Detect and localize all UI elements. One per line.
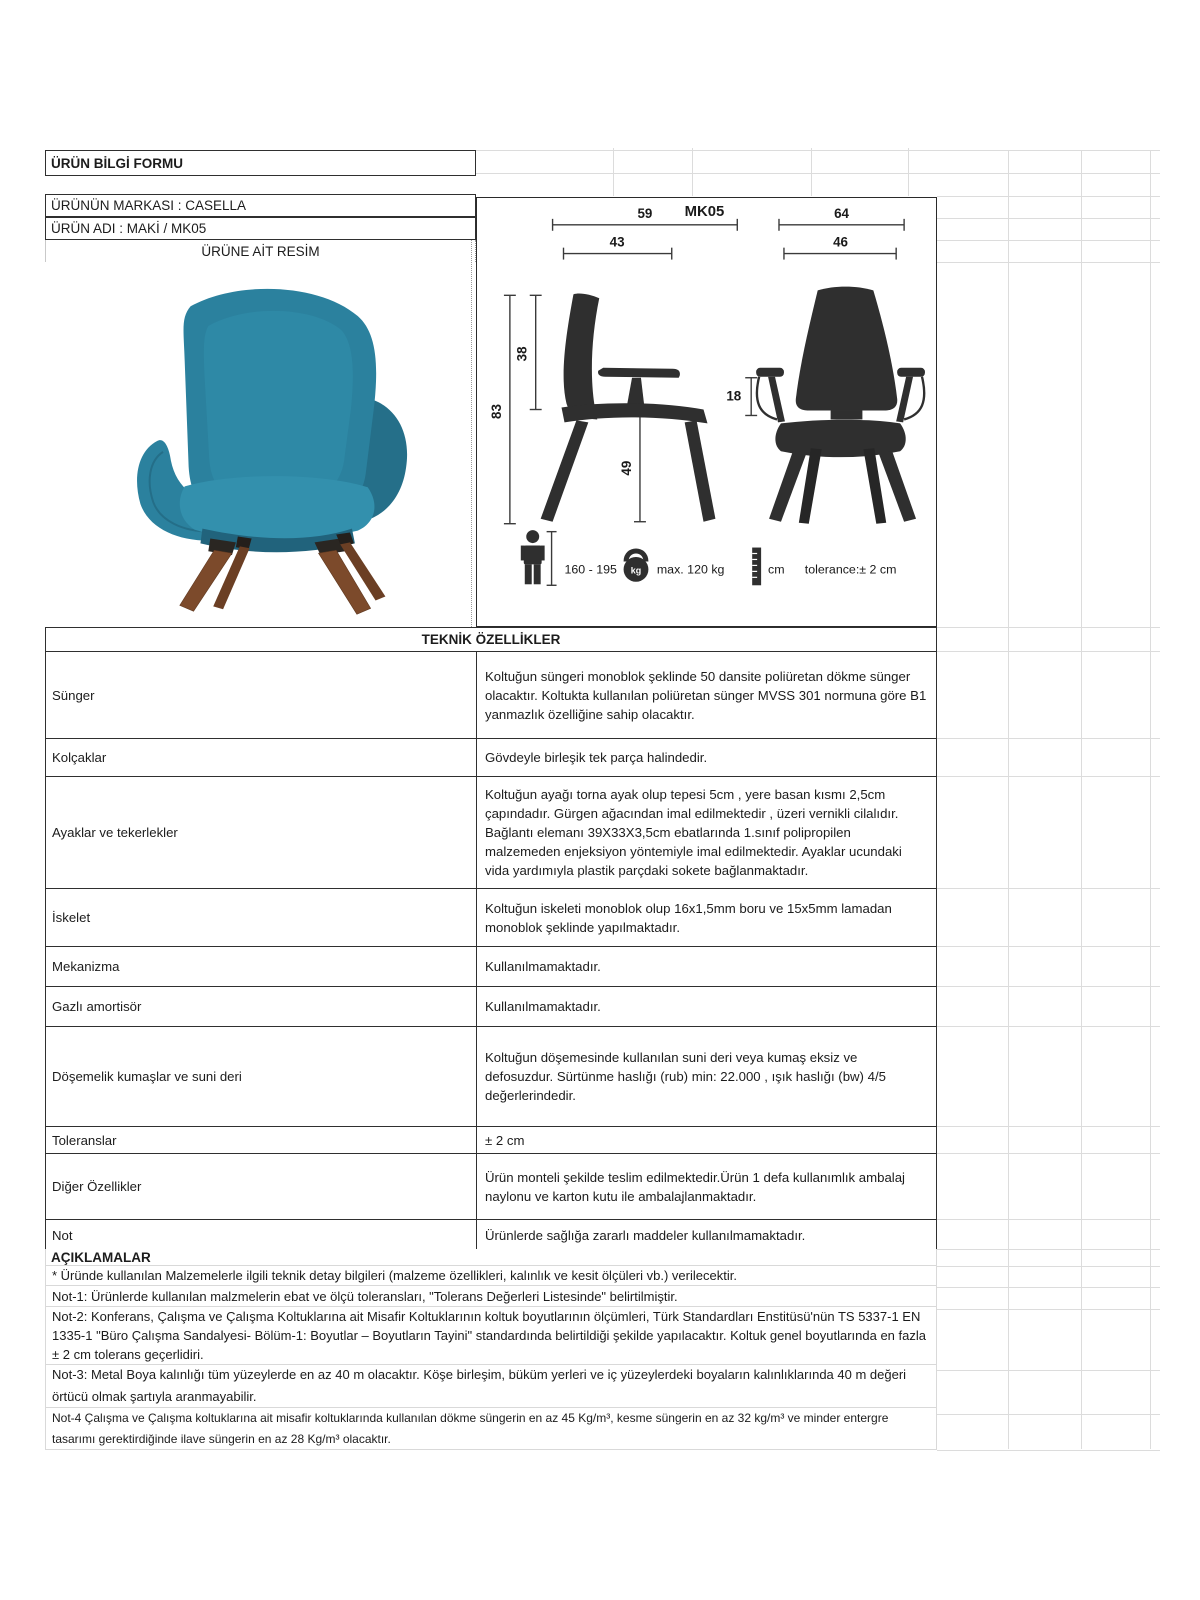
spec-value: Ürünlerde sağlığa zararlı maddeler kullanılmamaktadır.: [485, 1227, 806, 1243]
gridline-h: [937, 173, 1160, 174]
gridline-v: [1081, 150, 1082, 1449]
notes-section: [45, 1249, 937, 1450]
gridline-h: [937, 946, 1160, 947]
spec-value: Koltuğun süngeri monoblok şeklinde 50 dansite poliüretan dökme sünger olacaktır. Koltukta kullanılan poliüretan sünger MVSS 301 normuna göre B1 yanmazlık özelliğine sahip olacaktır.: [485, 668, 927, 722]
spec-row: [46, 652, 936, 739]
spec-row: [46, 947, 936, 987]
gridline-h: [476, 173, 937, 174]
gridline-v: [811, 148, 812, 196]
gridline-h: [937, 986, 1160, 987]
spec-label: Kolçaklar: [46, 739, 477, 776]
form-title-text: ÜRÜN BİLGİ FORMU: [51, 155, 183, 171]
notes-body: [46, 1266, 936, 1450]
note-item: Not-4 Çalışma ve Çalışma koltuklarına ait misafir koltuklarında kullanılan dökme süngerin en az 45 Kg/m³, kesme süngerin en az 32 kg/m³ ve minder entergre tasarımı gerektirdiğinde ilave süngerin en az 28 Kg/m³ olacaktır.: [46, 1408, 936, 1450]
spec-value: Koltuğun döşemesinde kullanılan suni deri veya kumaş eksiz ve defosuzdur. Sürtünme haslığı (rub) min: 22.000 , ışık haslığı (bw) 4/5 değerlerindedir.: [485, 1050, 886, 1103]
spec-row: [46, 1220, 936, 1250]
note-item: Not-1: Ürünlerde kullanılan malzmelerin ebat ve ölçü toleransları, "Tolerans Değerleri Listesinde" belirtilmiştir.: [46, 1286, 936, 1307]
spec-value: Koltuğun iskeleti monoblok olup 16x1,5mm boru ve 15x5mm lamadan monoblok şeklinde yapılmaktadır.: [485, 900, 892, 935]
spec-row: [46, 889, 936, 947]
chair-photo-illustration: [45, 262, 471, 627]
dotted-divider: [471, 240, 472, 627]
specs-table: [45, 627, 937, 1251]
specs-table-header: [46, 628, 936, 652]
gridline-h: [937, 888, 1160, 889]
spec-value: Gövdeyle birleşik tek parça halindedir.: [485, 750, 708, 765]
spec-value: Koltuğun ayağı torna ayak olup tepesi 5cm , yere basan kısmı 2,5cm çapındadır. Gürgen ağacından imal edilmektedir , üzeri vernikli cilalıdır. Bağlantı elemanı 39X33X3,5cm ebatlarında 1.sınıf polipropilen malzemeden enjeksiyon yöntemiyle imal edilmektedir. Ayaklar ucundaki vida yardımıyla plastik parçdaki sokete bağlanmaktadır.: [485, 787, 902, 878]
product-name-cell: [45, 217, 476, 240]
technical-drawing-panel: [476, 197, 937, 627]
specs-header-text: TEKNİK ÖZELLİKLER: [421, 632, 561, 647]
spec-label: Diğer Özellikler: [46, 1154, 477, 1219]
spec-label: Ayaklar ve tekerlekler: [46, 777, 477, 888]
technical-drawing: [477, 198, 935, 625]
dim-overall-height: 83: [488, 404, 504, 419]
gridline-h: [937, 1450, 1160, 1451]
form-title: [45, 150, 476, 176]
spec-value: ± 2 cm: [485, 1132, 525, 1148]
dim-seat-height: 49: [619, 460, 635, 476]
weight-icon: [624, 551, 649, 582]
product-name-text: ÜRÜN ADI : MAKİ / MK05: [51, 221, 207, 236]
gridline-h: [937, 150, 1160, 151]
gridline-h: [937, 1370, 1160, 1371]
spec-label: Mekanizma: [46, 947, 477, 986]
side-view-drawing: [541, 294, 716, 522]
spec-row: [46, 1027, 936, 1127]
gridline-h: [937, 240, 1160, 241]
product-photo: [45, 262, 471, 627]
gridline-h: [937, 1249, 1160, 1250]
gridline-v: [1008, 150, 1009, 1449]
gridline-h: [937, 1287, 1160, 1288]
spec-row: [46, 1127, 936, 1154]
gridline-h: [937, 262, 1160, 263]
spec-row: [46, 777, 936, 889]
spec-row: [46, 739, 936, 777]
dim-arm-height: 18: [726, 388, 742, 404]
spec-label: İskelet: [46, 889, 477, 946]
max-weight-text: max. 120 kg: [656, 562, 725, 577]
notes-header: [46, 1249, 936, 1266]
dim-overall-depth: 59: [637, 205, 653, 221]
spec-value: Kullanılmamaktadır.: [485, 959, 601, 974]
front-view-drawing: [756, 287, 925, 524]
image-caption: [45, 240, 476, 262]
spec-row: [46, 987, 936, 1027]
gridline-h: [937, 776, 1160, 777]
height-measure-line: [547, 532, 557, 586]
gridline-h: [937, 738, 1160, 739]
gridline-h: [937, 651, 1160, 652]
gridline-h: [937, 627, 1160, 628]
ruler-icon: [752, 548, 761, 586]
gridline-h: [937, 1026, 1160, 1027]
drawing-footer: [521, 530, 897, 585]
gridline-v: [908, 148, 909, 196]
tolerance-text: tolerance:± 2 cm: [804, 562, 897, 577]
gridline-h: [937, 218, 1160, 219]
gridline-h: [937, 1309, 1160, 1310]
model-code: MK05: [684, 203, 725, 220]
spec-row: [46, 1154, 936, 1220]
person-icon: [521, 530, 545, 584]
spec-label: Not: [46, 1220, 477, 1250]
gridline-h: [937, 196, 1160, 197]
brand-text: ÜRÜNÜN MARKASI : CASELLA: [51, 198, 247, 213]
dim-seat-depth: 43: [609, 234, 625, 250]
unit-text: cm: [768, 562, 785, 577]
note-item: * Üründe kullanılan Malzemelerle ilgili teknik detay bilgileri (malzeme özellikleri, kalınlık ve kesit ölçüleri vb.) verilecektir.: [46, 1266, 936, 1286]
image-caption-text: ÜRÜNE AİT RESİM: [201, 243, 320, 259]
gridline-h: [476, 150, 937, 151]
spec-value: Ürün monteli şekilde teslim edilmektedir.Ürün 1 defa kullanımlık ambalaj naylonu ve karton kutu ile ambalajlanmaktadır.: [485, 1169, 905, 1204]
spec-value: Kullanılmamaktadır.: [485, 999, 601, 1014]
gridline-v: [613, 148, 614, 196]
note-item: Not-3: Metal Boya kalınlığı tüm yüzeylerde en az 40 m olacaktır. Köşe birleşim, büküm yerleri ve iç yüzeylerdeki boyaların kalınlıklarında 40 m değeri örtücü olmak şartıyla aranmayabilir.: [46, 1365, 936, 1408]
spec-label: Toleranslar: [46, 1127, 477, 1153]
spec-label: Gazlı amortisör: [46, 987, 477, 1026]
gridline-h: [937, 1414, 1160, 1415]
spec-label: Döşemelik kumaşlar ve suni deri: [46, 1027, 477, 1126]
specs-table-body: [46, 652, 936, 1250]
gridline-v: [1150, 150, 1151, 1449]
gridline-h: [937, 1219, 1160, 1220]
person-height-range: 160 - 195: [564, 562, 617, 577]
gridline-h: [937, 1126, 1160, 1127]
notes-header-text: AÇIKLAMALAR: [51, 1249, 151, 1265]
brand-cell: [45, 194, 476, 217]
spec-label: Sünger: [46, 652, 477, 738]
dim-back-height: 38: [514, 346, 530, 362]
dim-overall-width: 64: [834, 205, 850, 221]
gridline-h: [937, 1153, 1160, 1154]
gridline-h: [937, 1266, 1160, 1267]
kg-icon-label: kg: [630, 565, 642, 576]
note-item: Not-2: Konferans, Çalışma ve Çalışma Koltuklarına ait Misafir Koltuklarının koltuk boyutlarının ölçümleri, Türk Standardları Enstitüsü'nün TS 5337-1 EN 1335-1 "Büro Çalışma Sandalyesi- Bölüm-1: Boyutlar – Boyutların Tayini" standardında belirtildiği şekilde yapılacaktır. Koltuk genel boyutlarında en fazla ± 2 cm tolerans geçerlidiri.: [46, 1307, 936, 1365]
gridline-v: [692, 148, 693, 196]
dim-seat-width: 46: [833, 234, 849, 250]
